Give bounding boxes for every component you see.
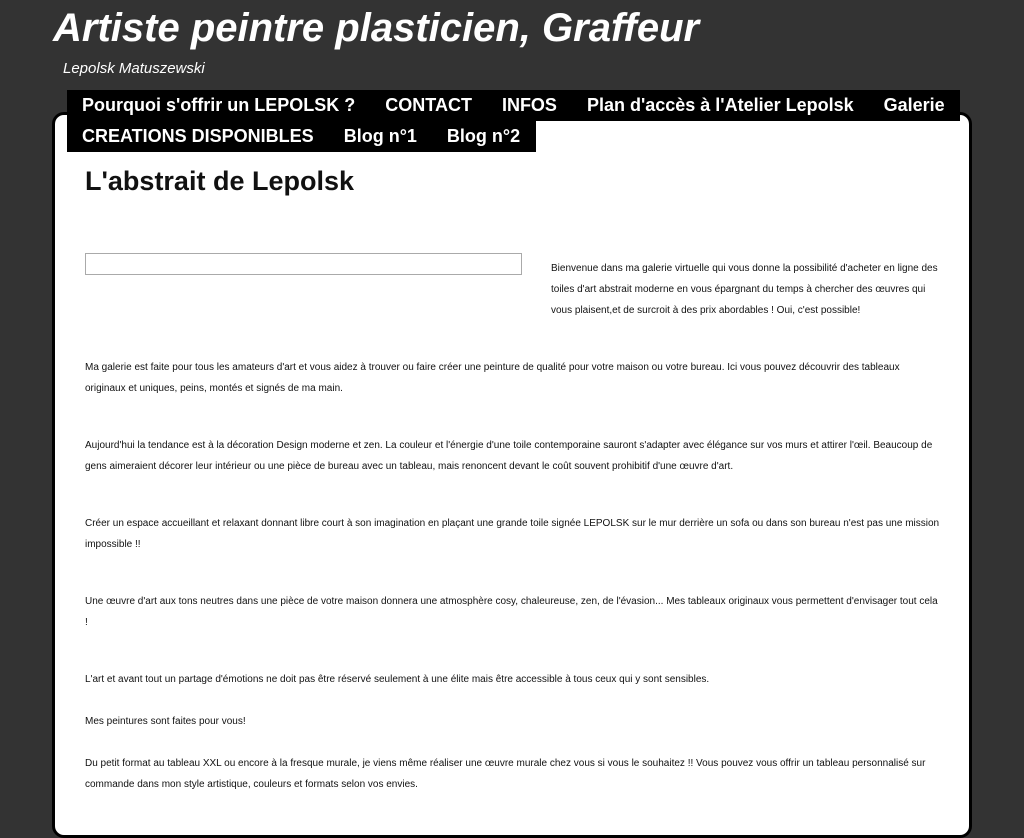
- paragraph: Du petit format au tableau XXL ou encore à la fresque murale, je viens même réaliser une œuvre murale chez vous si vous le souhaitez !! Vous pouvez vous offrir un tableau personnalisé sur commande dans mon style artistique, couleurs et formats selon vos envies.: [85, 758, 926, 790]
- nav-item-plan-acces[interactable]: Plan d'accès à l'Atelier Lepolsk: [586, 95, 854, 115]
- article-body: [85, 258, 940, 831]
- nav-item-infos[interactable]: INFOS: [501, 95, 557, 115]
- main-navigation: [67, 90, 960, 152]
- nav-item-blog-2[interactable]: Blog n°2: [446, 126, 521, 146]
- nav-item-galerie[interactable]: Galerie: [883, 95, 945, 115]
- paragraph: Une œuvre d'art aux tons neutres dans une pièce de votre maison donnera une atmosphère cosy, chaleureuse, zen, de l'évasion... Mes tableaux originaux vous permettent d'envisager tout cela !: [85, 596, 938, 628]
- paragraph: Créer un espace accueillant et relaxant donnant libre court à son imagination en plaçant une grande toile signée LEPOLSK sur le mur derrière un sofa ou dans son bureau n'est pas une mission impossible !!: [85, 518, 940, 550]
- paragraph: Mes peintures sont faites pour vous!: [85, 716, 246, 727]
- site-subtitle: Lepolsk Matuszewski: [63, 60, 205, 77]
- nav-item-blog-1[interactable]: Blog n°1: [343, 126, 417, 146]
- paragraph: Aujourd'hui la tendance est à la décoration Design moderne et zen. La couleur et l'énergie d'une toile contemporaine sauront s'adapter avec élégance sur vos murs et attirer l'œil. Beaucoup de gens aimeraient décorer leur intérieur ou une pièce de bureau avec un tableau, mais renoncent devant le coût souvent prohibitif d'une œuvre d'art.: [85, 440, 933, 472]
- site-title: Artiste peintre plasticien, Graffeur: [53, 6, 700, 50]
- page-heading: L'abstrait de Lepolsk: [85, 166, 354, 196]
- paragraph: Bienvenue dans ma galerie virtuelle qui vous donne la possibilité d'acheter en ligne des toiles d'art abstrait moderne en vous épargnant du temps à chercher des œuvres qui vous plaisent,et de surcroit à des prix abordables ! Oui, c'est possible!: [551, 263, 938, 316]
- paragraph: L'art et avant tout un partage d'émotions ne doit pas être réservé seulement à une élite mais être accessible à tous ceux qui y sont sensibles.: [85, 674, 710, 685]
- nav-item-pourquoi[interactable]: Pourquoi s'offrir un LEPOLSK ?: [82, 95, 356, 115]
- nav-item-contact[interactable]: CONTACT: [385, 95, 472, 115]
- nav-row-1: [67, 90, 960, 121]
- nav-row-2: [67, 121, 536, 152]
- paragraph: Ma galerie est faite pour tous les amateurs d'art et vous aidez à trouver ou faire créer une peinture de qualité pour votre maison ou votre bureau. Ici vous pouvez découvrir des tableaux originaux et uniques, peins, montés et signés de ma main.: [85, 362, 900, 394]
- nav-item-creations[interactable]: CREATIONS DISPONIBLES: [82, 126, 314, 146]
